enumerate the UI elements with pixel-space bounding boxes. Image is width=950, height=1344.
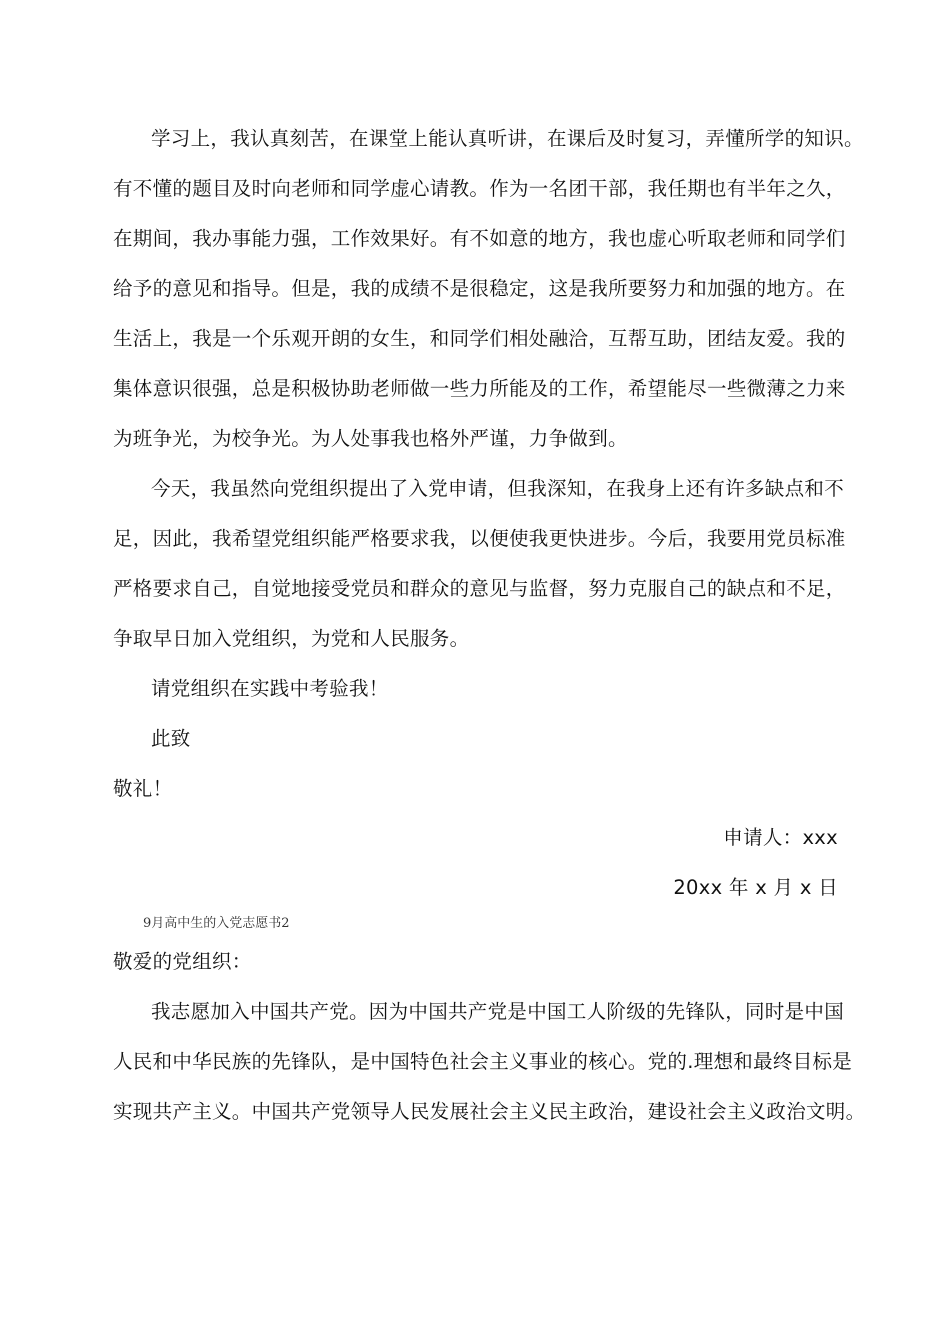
section2-para1-line3: 实现共产主义。中国共产党领导人民发展社会主义民主政治，建设社会主义政治文明。 bbox=[113, 1100, 866, 1123]
letter1-para2-line3: 严格要求自己，自觉地接受党员和群众的意见与监督，努力克服自己的缺点和不足， bbox=[113, 577, 846, 600]
letter1-para1-line2: 有不懂的题目及时向老师和同学虚心请教。作为一名团干部，我任期也有半年之久， bbox=[113, 177, 846, 200]
letter1-para1-line5: 生活上，我是一个乐观开朗的女生，和同学们相处融洽，互帮互助，团结友爱。我的 bbox=[113, 327, 846, 350]
letter1-para2-line4: 争取早日加入党组织，为党和人民服务。 bbox=[113, 627, 470, 650]
applicant-signature: 申请人：xxx bbox=[723, 826, 838, 849]
section2-para1-line2: 人民和中华民族的先锋队，是中国特色社会主义事业的核心。党的.理想和最终目标是 bbox=[113, 1050, 853, 1073]
letter1-para2-line2: 足，因此，我希望党组织能严格要求我，以便使我更快进步。今后，我要用党员标准 bbox=[113, 527, 846, 550]
section2-para1-line1: 我志愿加入中国共产党。因为中国共产党是中国工人阶级的先锋队，同时是中国 bbox=[151, 1000, 845, 1023]
letter1-para1-line3: 在期间，我办事能力强，工作效果好。有不如意的地方，我也虚心听取老师和同学们 bbox=[113, 227, 846, 250]
closing-request: 请党组织在实践中考验我！ bbox=[151, 677, 389, 700]
letter1-para1-line4: 给予的意见和指导。但是，我的成绩不是很稳定，这是我所要努力和加强的地方。在 bbox=[113, 277, 846, 300]
closing-jingli: 敬礼！ bbox=[113, 777, 173, 800]
letter1-para1-line1: 学习上，我认真刻苦，在课堂上能认真听讲，在课后及时复习，弄懂所学的知识。 bbox=[151, 127, 864, 150]
letter1-para1-line7: 为班争光，为校争光。为人处事我也格外严谨，力争做到。 bbox=[113, 427, 628, 450]
letter1-para2-line1: 今天，我虽然向党组织提出了入党申请，但我深知，在我身上还有许多缺点和不 bbox=[151, 477, 845, 500]
letter-date: 20xx 年 x 月 x 日 bbox=[673, 876, 838, 899]
closing-cizhi: 此致 bbox=[151, 727, 191, 750]
section2-salutation: 敬爱的党组织： bbox=[113, 950, 252, 973]
section2-title: 9月高中生的入党志愿书2 bbox=[143, 916, 290, 931]
letter1-para1-line6: 集体意识很强，总是积极协助老师做一些力所能及的工作，希望能尽一些微薄之力来 bbox=[113, 377, 846, 400]
